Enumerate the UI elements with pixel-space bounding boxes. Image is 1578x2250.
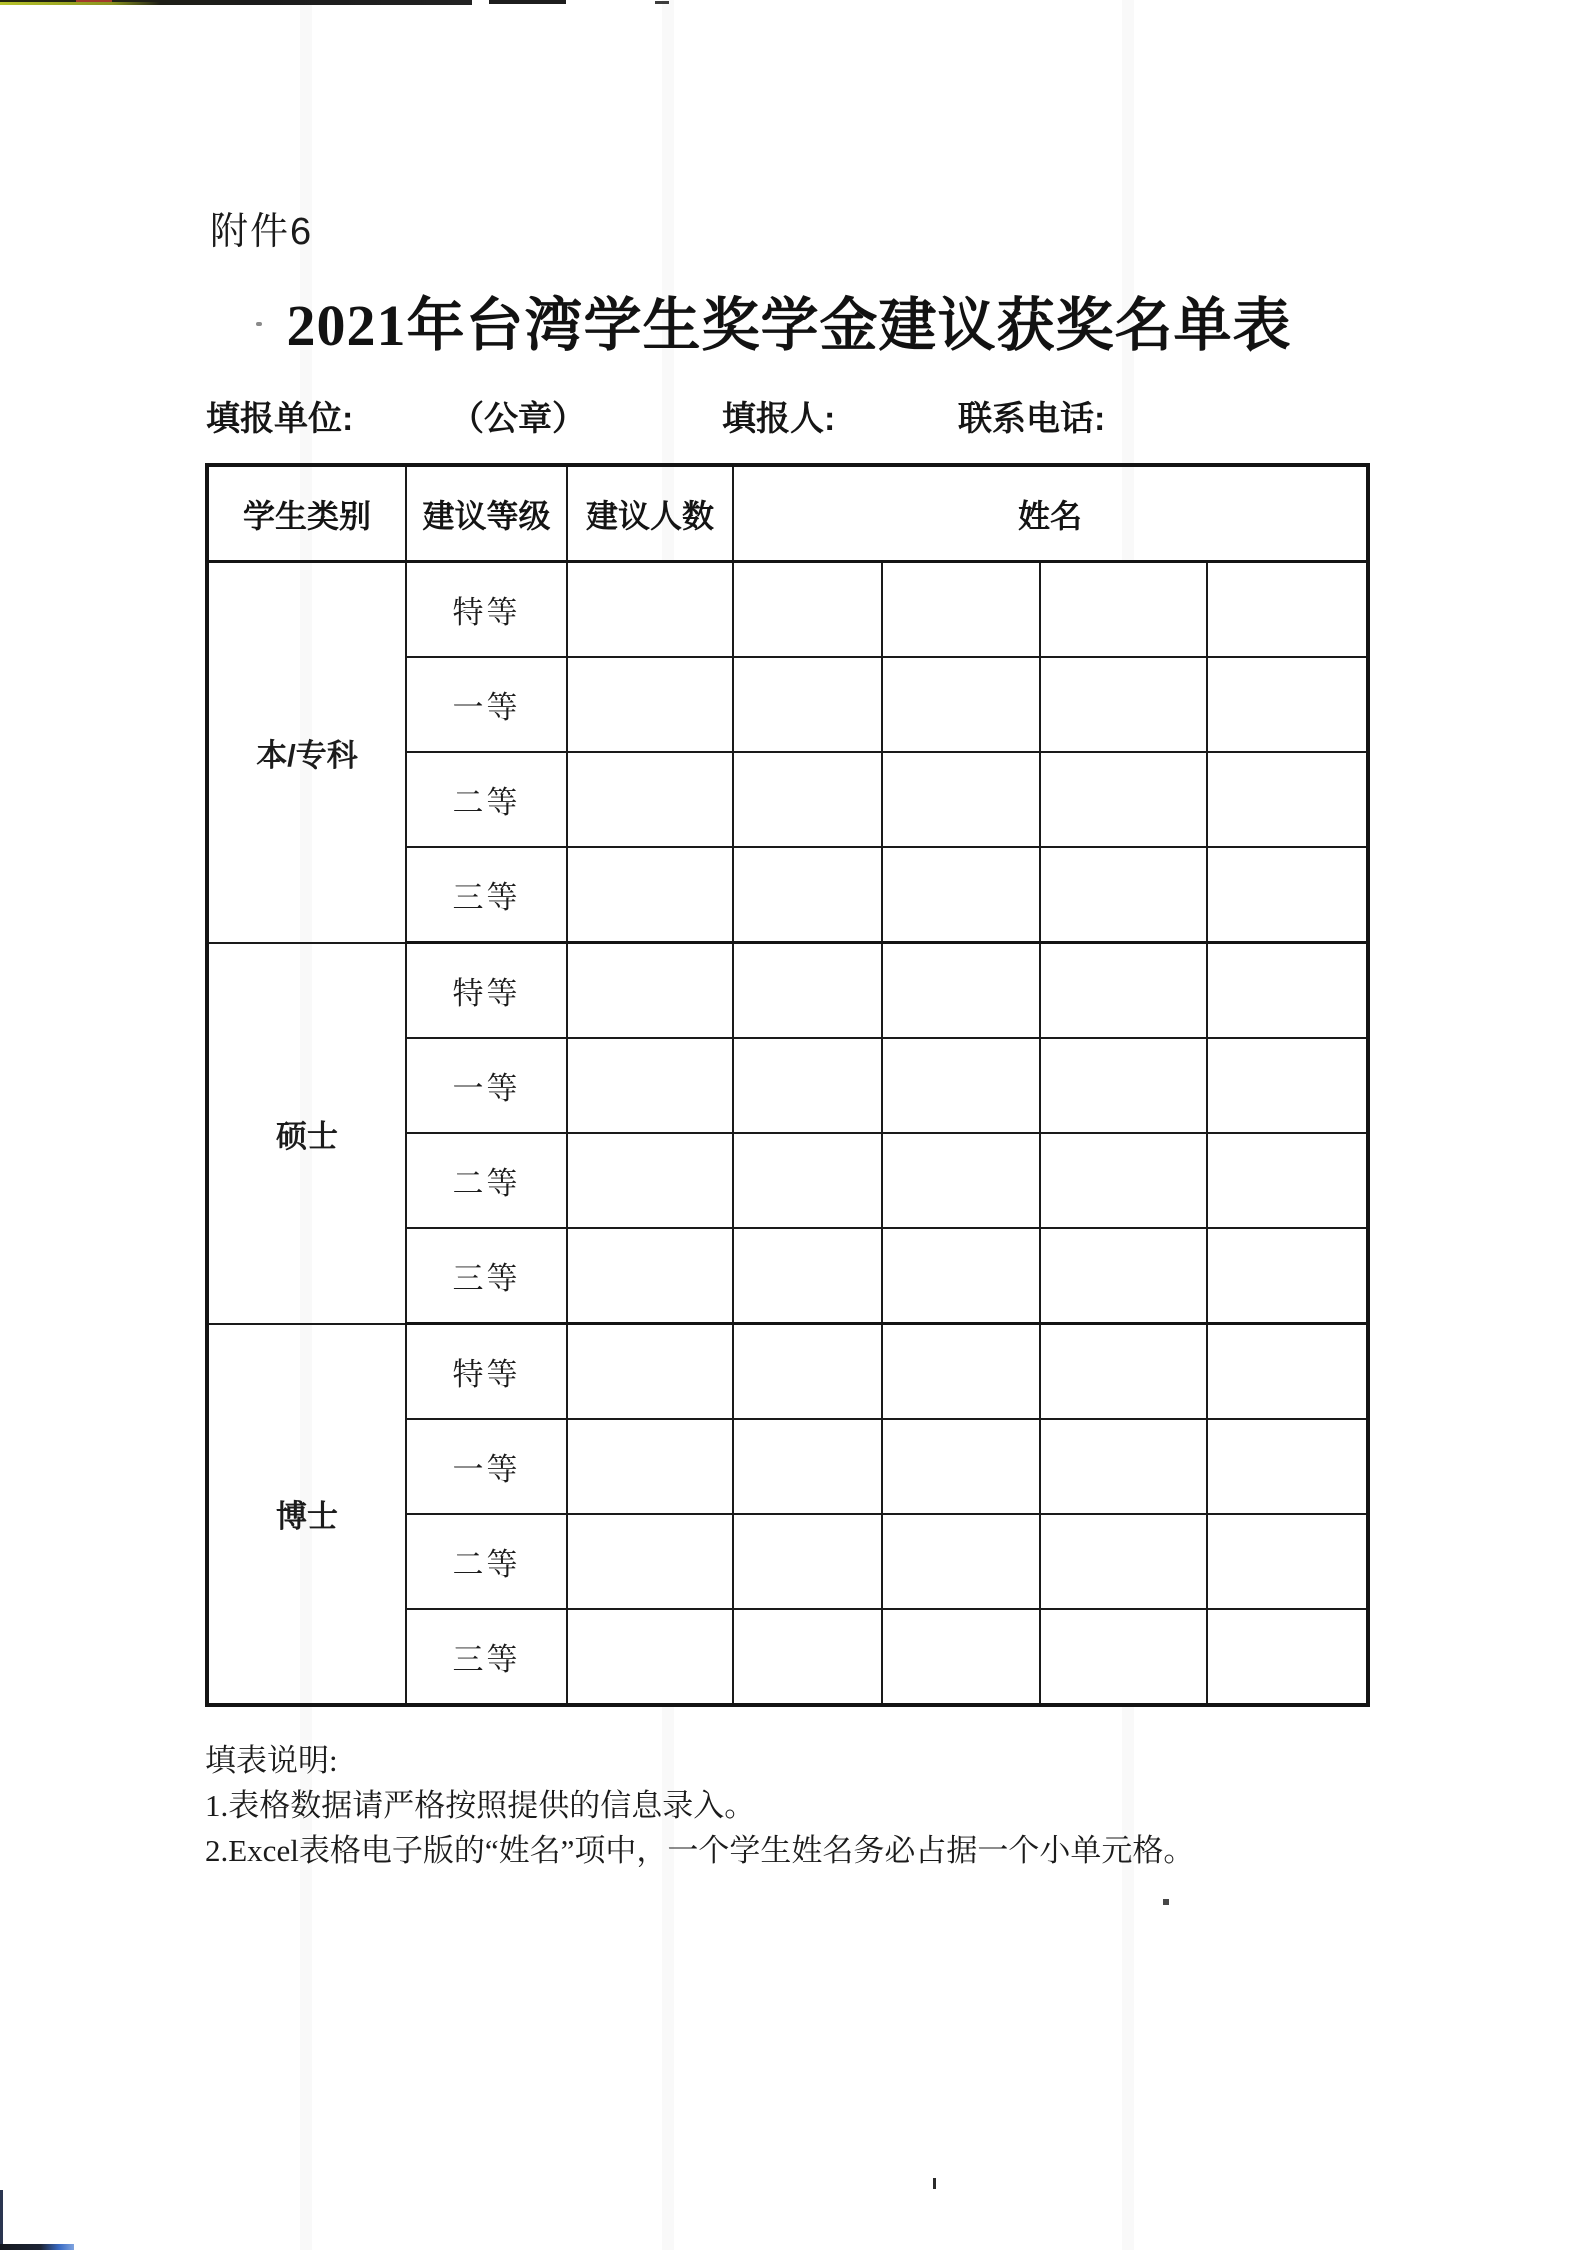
name-cell [1207,657,1368,752]
name-cell [1040,1133,1207,1228]
name-cell [1040,752,1207,847]
name-cell [733,1419,882,1514]
name-cell [1207,1133,1368,1228]
name-cell [882,1038,1040,1133]
name-cell [733,1038,882,1133]
name-cell [733,657,882,752]
name-cell [1040,657,1207,752]
grade-cell: 一等 [406,1419,567,1514]
name-cell [882,1419,1040,1514]
name-cell [1040,1038,1207,1133]
grade-cell: 特等 [406,943,567,1039]
header-cell-names: 姓名 [733,465,1368,562]
name-cell [882,562,1040,658]
table-row [207,943,1368,1039]
info-line [0,391,1578,437]
count-cell [567,847,733,943]
name-cell [733,1133,882,1228]
name-cell [733,562,882,658]
grade-cell: 二等 [406,1133,567,1228]
count-cell [567,657,733,752]
count-cell [567,1228,733,1324]
name-cell [1207,562,1368,658]
name-cell [882,943,1040,1039]
name-cell [1207,847,1368,943]
name-cell [882,847,1040,943]
name-cell [1040,1419,1207,1514]
name-cell [882,1514,1040,1609]
name-cell [733,847,882,943]
name-cell [1207,1419,1368,1514]
header-cell-count: 建议人数 [567,465,733,562]
page-title: 2021年台湾学生奖学金建议获奖名单表 [286,293,1292,358]
name-cell [1040,1514,1207,1609]
count-cell [567,1038,733,1133]
name-cell [1040,1324,1207,1420]
scan-artifact-bottom-left-line [0,2190,3,2250]
name-cell [1040,1609,1207,1705]
grade-cell: 三等 [406,1609,567,1705]
name-cell [882,1228,1040,1324]
notes-section [205,1738,1455,1873]
notes-item-2: 2.Excel表格电子版的“姓名”项中，一个学生姓名务必占据一个小单元格。 [205,1833,1195,1868]
name-cell [733,752,882,847]
name-cell [1040,943,1207,1039]
name-cell [1207,1324,1368,1420]
scan-artifact-top-strip-2 [489,0,566,4]
header-cell-grade: 建议等级 [406,465,567,562]
grade-cell: 特等 [406,1324,567,1420]
name-cell [1040,562,1207,658]
grade-cell: 二等 [406,1514,567,1609]
count-cell [567,1609,733,1705]
name-cell [1207,1038,1368,1133]
name-cell [733,1324,882,1420]
category-cell: 博士 [207,1324,406,1706]
name-cell [1207,1514,1368,1609]
table-row [207,1324,1368,1420]
reporting-unit-label: 填报单位: [206,400,354,438]
scan-artifact-tick [933,2178,936,2189]
count-cell [567,1514,733,1609]
scan-artifact-dot [1163,1899,1169,1905]
name-cell [882,657,1040,752]
name-cell [1207,943,1368,1039]
count-cell [567,562,733,658]
count-cell [567,943,733,1039]
scan-artifact-speck [655,1,669,4]
name-cell [733,943,882,1039]
official-seal-label: （公章） [450,400,586,438]
name-cell [882,1324,1040,1420]
scan-artifact-bottom-left-strip [0,2244,74,2250]
name-cell [882,752,1040,847]
name-cell [733,1609,882,1705]
grade-cell: 二等 [406,752,567,847]
category-cell: 本/专科 [207,562,406,943]
category-cell: 硕士 [207,943,406,1324]
scan-artifact-red-speck [76,0,112,2]
notes-item-1: 1.表格数据请严格按照提供的信息录入。 [205,1788,756,1823]
table-header-row [207,465,1368,562]
count-cell [567,1133,733,1228]
notes-heading: 填表说明: [205,1743,338,1778]
header-cell-category: 学生类别 [207,465,406,562]
count-cell [567,1324,733,1420]
scan-artifact-top-tint [0,2,160,5]
name-cell [1207,1609,1368,1705]
filler-name-label: 填报人: [722,400,836,438]
grade-cell: 一等 [406,657,567,752]
name-cell [882,1609,1040,1705]
name-cell [1207,752,1368,847]
award-list-table [205,463,1370,1707]
name-cell [1040,847,1207,943]
count-cell [567,752,733,847]
attachment-label: 附件6 [210,211,314,253]
count-cell [567,1419,733,1514]
grade-cell: 三等 [406,847,567,943]
name-cell [733,1514,882,1609]
table-row [207,562,1368,658]
name-cell [1207,1228,1368,1324]
grade-cell: 一等 [406,1038,567,1133]
name-cell [1040,1228,1207,1324]
name-cell [733,1228,882,1324]
name-cell [882,1133,1040,1228]
grade-cell: 三等 [406,1228,567,1324]
contact-phone-label: 联系电话: [958,400,1106,438]
grade-cell: 特等 [406,562,567,658]
